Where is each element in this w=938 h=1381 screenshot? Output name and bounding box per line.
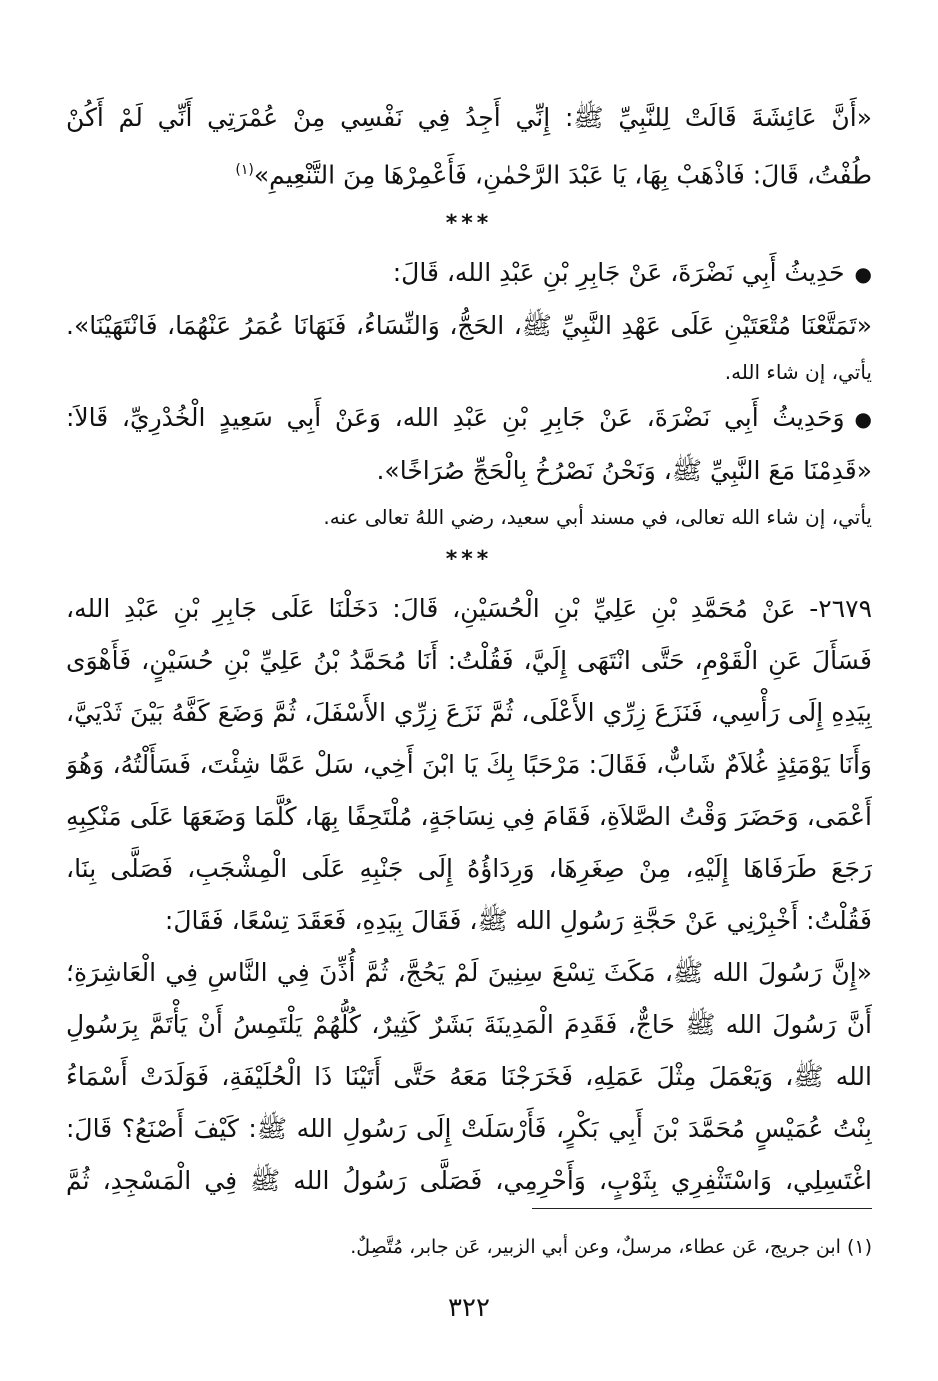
footnote-ref: (١) xyxy=(235,162,254,178)
hadith-line: أَعْمَى، وَحَضَرَ وَقْتُ الصَّلاَةِ، فَقَامَ فِي نِسَاجَةٍ، مُلْتَحِفًا بِهَا، كُلَّمَا وَضَعَهَا عَلَى مَنْكِبِهِ xyxy=(66,802,872,832)
bullet-item xyxy=(66,247,872,300)
bullet-icon: ● xyxy=(854,262,872,287)
hadith-line: بِيَدِهِ إِلَى رَأْسِي، فَنَزَعَ زِرِّي الأَعْلَى، ثُمَّ نَزَعَ زِرِّي الأَسْفَلَ، ثُمَّ وَضَعَ كَفَّهُ بَيْنَ ثَدْيَيَّ، xyxy=(66,698,872,728)
footnote: (١) ابن جريج، عَن عطاء، مرسلٌ، وعن أبي الزبير، عَن جابر، مُتَّصِلٌ. xyxy=(350,1236,872,1258)
main-text xyxy=(66,92,872,1207)
section-separator: *** xyxy=(445,547,493,573)
hadith-line: فَسَأَلَ عَنِ الْقَوْمِ، حَتَّى انْتَهَى إِلَيَّ، فَقُلْتُ: أَنَا مُحَمَّدُ بْنُ عَلِيِّ بْنِ حُسَيْنٍ، فَأَهْوَى xyxy=(66,646,872,676)
hadith-line: الله ﷺ، وَيَعْمَلَ مِثْلَ عَمَلِهِ، فَخَرَجْنَا مَعَهُ حَتَّى أَتَيْنَا ذَا الْحُلَيْفَةِ، فَوَلَدَتْ أَسْمَاءُ xyxy=(66,1062,872,1092)
hadith-line: رَجَعَ طَرَفَاهَا إِلَيْهِ، مِنْ صِغَرِهَا، وَرِدَاؤُهُ إِلَى جَنْبِهِ عَلَى الْمِشْجَبِ، فَصَلَّى بِنَا، xyxy=(66,854,872,884)
editor-note: يأتي، إن شاء الله. xyxy=(724,360,872,385)
hadith-line: أَنَّ رَسُولَ الله ﷺ حَاجٌّ، فَقَدِمَ الْمَدِينَةَ بَشَرٌ كَثِيرٌ، كُلُّهُمْ يَلْتَمِسُ أَنْ يَأْتَمَّ بِرَسُولِ xyxy=(66,1010,872,1040)
text-line: «أَنَّ عَائِشَةَ قَالَتْ لِلنَّبِيِّ ﷺ: إِنِّي أَجِدُ فِي نَفْسِي مِنْ عُمْرَتِي أَنِّي لَمْ أَكُنْ xyxy=(66,103,872,132)
hadith-line: بِنْتُ عُمَيْسٍ مُحَمَّدَ بْنَ أَبِي بَكْرٍ، فَأَرْسَلَتْ إِلَى رَسُولِ الله ﷺ: كَيْفَ أَصْنَعُ؟ قَالَ: xyxy=(66,1114,872,1144)
section-separator: *** xyxy=(445,211,493,237)
hadith-line: ٢٦٧٩- عَنْ مُحَمَّدِ بْنِ عَلِيِّ بْنِ الْحُسَيْنِ، قَالَ: دَخَلْنَا عَلَى جَابِرِ بْنِ عَبْدِ الله، xyxy=(66,594,872,624)
hadith-line: وَأَنَا يَوْمَئِذٍ غُلاَمٌ شَابٌّ، فَقَالَ: مَرْحَبًا بِكَ يَا ابْنَ أَخِي، سَلْ عَمَّا شِئْتَ، فَسَأَلْتُهُ، وَهُوَ xyxy=(66,750,872,780)
hadith-line: اغْتَسِلِي، وَاسْتَثْفِرِي بِثَوْبٍ، وَأَحْرِمِي، فَصَلَّى رَسُولُ الله ﷺ فِي الْمَسْجِدِ، ثُمَّ xyxy=(66,1166,872,1196)
text-line xyxy=(66,144,872,201)
text-line: «تَمَتَّعْنَا مُتْعَتَيْنِ عَلَى عَهْدِ النَّبِيِّ ﷺ، الحَجُّ، وَالنِّسَاءُ، فَنَهَانَا عُمَرُ عَنْهُمَا، فَانْتَهَيْنَا». xyxy=(66,311,872,341)
text-line: «قَدِمْنَا مَعَ النَّبِيِّ ﷺ، وَنَحْنُ نَصْرُخُ بِالْحَجِّ صُرَاخًا». xyxy=(376,456,872,486)
text-span: وَحَدِيثُ أَبِي نَضْرَةَ، عَنْ جَابِرِ بْنِ عَبْدِ الله، وَعَنْ أَبِي سَعِيدٍ الْخُدْرِيِّ، قَالاَ: xyxy=(66,403,845,433)
text-span: حَدِيثُ أَبِي نَضْرَةَ، عَنْ جَابِرِ بْنِ عَبْدِ الله، قَالَ: xyxy=(392,258,845,288)
hadith-line: «إِنَّ رَسُولَ الله ﷺ، مَكَثَ تِسْعَ سِنِينَ لَمْ يَحُجَّ، ثُمَّ أُذِّنَ فِي النَّاسِ فِي الْعَاشِرَةِ؛ xyxy=(66,958,872,988)
footnote-divider xyxy=(532,1208,872,1209)
page-number: ٣٢٢ xyxy=(448,1293,490,1323)
text-span: طُفْتُ، قَالَ: فَاذْهَبْ بِهَا، يَا عَبْدَ الرَّحْمٰنِ، فَأَعْمِرْهَا مِنَ التَّنْعِيمِ» xyxy=(253,160,872,190)
editor-note: يأتي، إن شاء الله تعالى، في مسند أبي سعيد، رضي اللهُ تعالى عنه. xyxy=(323,505,872,530)
hadith-line: فَقُلْتُ: أَخْبِرْنِي عَنْ حَجَّةِ رَسُولِ الله ﷺ، فَقَالَ بِيَدِهِ، فَعَقَدَ تِسْعًا، فَقَالَ: xyxy=(164,906,872,936)
bullet-item xyxy=(66,392,872,445)
bullet-icon: ● xyxy=(854,407,872,432)
